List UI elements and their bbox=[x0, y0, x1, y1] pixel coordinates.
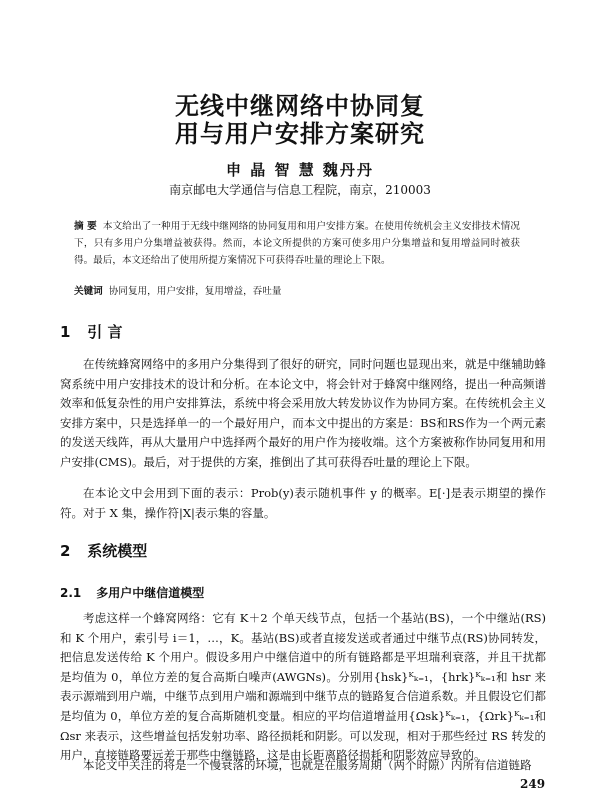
subsection-number: 2.1 bbox=[60, 586, 82, 600]
section-heading-introduction bbox=[60, 321, 122, 342]
abstract-label: 摘 要 bbox=[74, 221, 97, 232]
intro-paragraph-1: 在传统蜂窝网络中的多用户分集得到了很好的研究，同时问题也显现出来，就是中继辅助蜂窝系统中用户安排技术的设计和分析。在本论文中，将会针对于蜂窝中继网络，提出一种高频谱效率和低复杂性的用户安排算法，系统中将会采用放大转发协议作为协同方案。在传统机会主义安排方案中，只是选择单一的一个最好用户，而本文中提出的方案是：BS和RS作为一个两元素的发送天线阵，再从大量用户中选择两个最好的用户作为接收端。这个方案被称作协同复用和用户安排(CMS)。最后，对于提供的方案，推倒出了其可获得吞吐量的理论上下限。 bbox=[60, 357, 546, 469]
subsection-title: 多用户中继信道模型 bbox=[96, 586, 205, 600]
keywords-block bbox=[74, 283, 520, 300]
section-number: 2 bbox=[60, 542, 71, 560]
affiliation: 南京邮电大学通信与信息工程院，南京，210003 bbox=[169, 183, 431, 197]
keywords-label: 关键词 bbox=[74, 286, 103, 297]
section-title: 系统模型 bbox=[87, 542, 148, 560]
section-heading-system-model bbox=[60, 540, 147, 561]
section-number: 1 bbox=[60, 323, 71, 341]
keywords-text: 协同复用，用户安排，复用增益，吞吐量 bbox=[108, 286, 282, 297]
model-paragraph-2: 本论文中关注的将是一个慢衰落的环境，也就是在服务周期（两个时隙）内所有信道链路 bbox=[83, 758, 532, 772]
abstract-text: 本文给出了一种用于无线中继网络的协同复用和用户安排方案。在使用传统机会主义安排技术情况下，只有多用户分集增益被获得。然而，本论文所提供的方案可使多用户分集增益和复用增益同时被获得。最后，本文还给出了使用所提方案情况下可获得吞吐量的理论上下限。 bbox=[74, 221, 520, 266]
title-line-2: 用与用户安排方案研究 bbox=[175, 120, 425, 148]
model-paragraph-1: 考虑这样一个蜂窝网络：它有 K＋2 个单天线节点，包括一个基站(BS)，一个中继站(RS)和 K 个用户，索引号 i＝1，…，K。基站(BS)或者直接发送或者通过中继节点(RS)协同转发，把信息发送传给 K 个用户。假设多用户中继信道中的所有链路都是平坦瑞利衰落，并且干扰都是均值为 0，单位方差的复合高斯白噪声(AWGNs)。分别用{hsk}ᴷₖ₌₁，{hrk}ᴷₖ₌₁和 hsr 来表示源端到用户端，中继节点到用户端和源端到中继节点的链路复合信道系数。并且假设它们都是均值为 0，单位方差的复合高斯随机变量。相应的平均信道增益用{Ωsk}ᴷₖ₌₁，{Ωrk}ᴷₖ₌₁和 Ωsr 来表示，这些增益包括发射功率、路径损耗和阴影。可以发现，相对于那些经过 RS 转发的用户，直接链路要远差于那些中继链路，这是由长距离路径损耗和阴影效应导致的。 bbox=[60, 611, 546, 763]
section-title: 引 言 bbox=[87, 323, 123, 341]
paper-title bbox=[120, 92, 480, 148]
page-number: 249 bbox=[520, 777, 546, 791]
title-line-1: 无线中继网络中协同复 bbox=[175, 92, 425, 120]
abstract-block bbox=[74, 218, 520, 269]
subsection-heading-channel-model bbox=[60, 584, 204, 601]
author-list: 申 晶 智 慧 魏丹丹 bbox=[226, 161, 374, 179]
intro-paragraph-2: 在本论文中会用到下面的表示：Prob(y)表示随机事件 y 的概率。E[·]是表示期望的操作符。对于 X 集，操作符|X|表示集的容量。 bbox=[60, 486, 546, 520]
